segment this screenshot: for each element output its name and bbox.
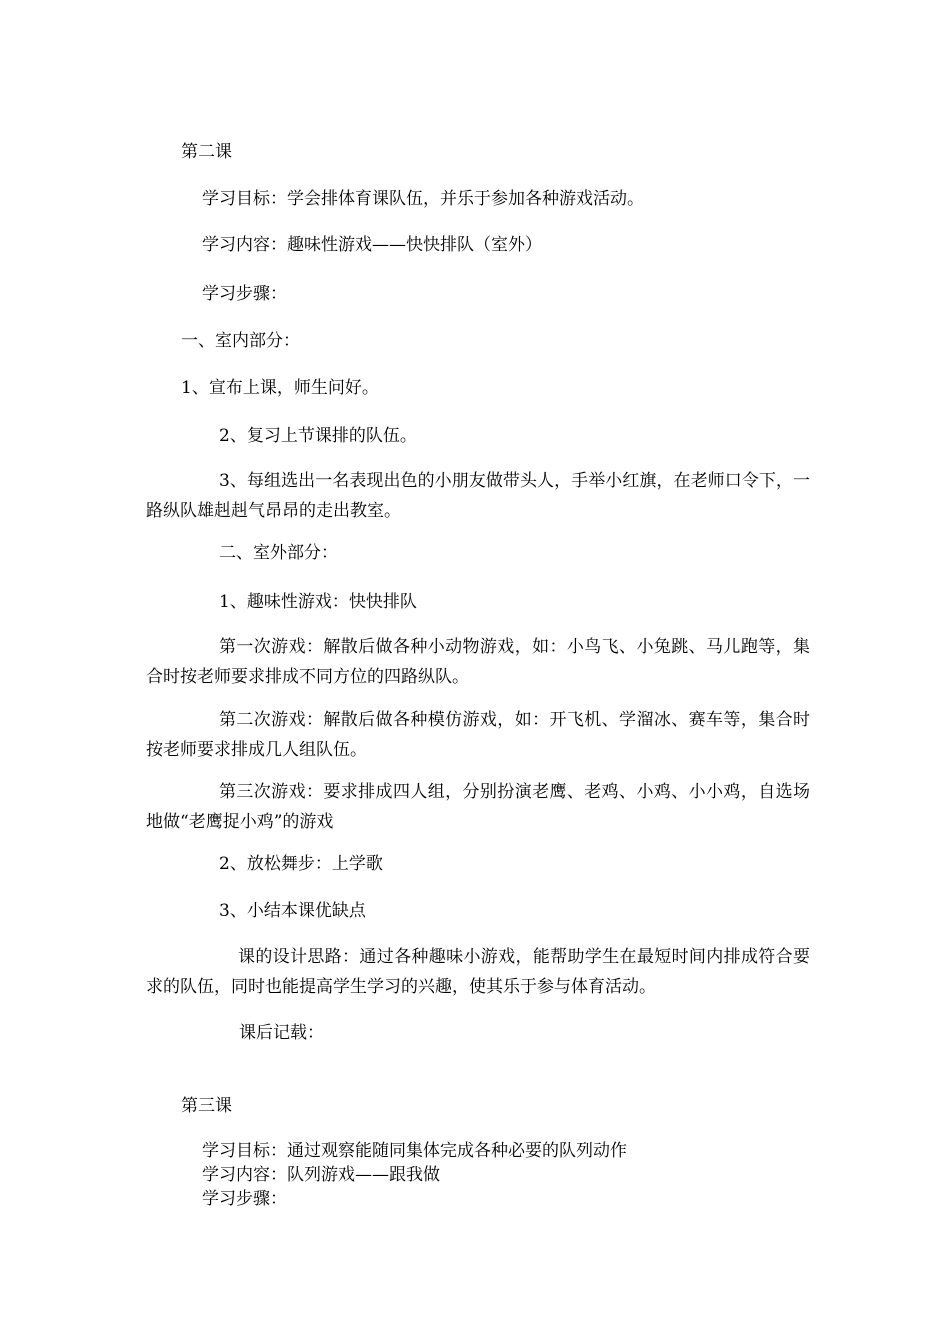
lesson2-goal: 学习目标：学会排体育课队伍，并乐于参加各种游戏活动。	[202, 189, 644, 209]
part1-heading: 一、室内部分：	[181, 331, 300, 351]
part1-item1: 1、宣布上课，师生问好。	[181, 378, 379, 398]
part2-item1: 1、趣味性游戏：快快排队	[219, 592, 417, 612]
part2-heading: 二、室外部分：	[219, 543, 338, 563]
lesson3-title: 第三课	[181, 1096, 232, 1116]
after-class-record: 课后记载：	[239, 1023, 324, 1043]
part1-item3: 3、每组选出一名表现出色的小朋友做带头人，手举小红旗，在老师口令下，一路纵队雄赳赳气昂昂的走出教室。	[146, 471, 810, 521]
lesson2-content: 学习内容：趣味性游戏——快快排队（室外）	[202, 235, 542, 255]
lesson2-title: 第二课	[181, 142, 232, 162]
lesson3-goal: 学习目标：通过观察能随同集体完成各种必要的队列动作	[202, 1141, 627, 1161]
game2-paragraph: 第二次游戏：解散后做各种模仿游戏，如：开飞机、学溜冰、赛车等，集合时按老师要求排成几人组队伍。	[146, 710, 810, 760]
lesson2-steps-label: 学习步骤：	[202, 284, 287, 304]
lesson3-steps-label: 学习步骤：	[202, 1189, 287, 1209]
part2-item3: 3、小结本课优缺点	[219, 901, 366, 921]
game1-paragraph: 第一次游戏：解散后做各种小动物游戏，如：小鸟飞、小兔跳、马儿跑等，集合时按老师要求排成不同方位的四路纵队。	[146, 637, 810, 687]
design-paragraph: 课的设计思路：通过各种趣味小游戏，能帮助学生在最短时间内排成符合要求的队伍，同时也能提高学生学习的兴趣，使其乐于参与体育活动。	[146, 947, 810, 997]
lesson3-content: 学习内容：队列游戏——跟我做	[202, 1165, 440, 1185]
part2-item2: 2、放松舞步：上学歌	[219, 854, 383, 874]
part1-item2: 2、复习上节课排的队伍。	[219, 426, 417, 446]
game3-paragraph: 第三次游戏：要求排成四人组，分别扮演老鹰、老鸡、小鸡、小小鸡，自选场地做“老鹰捉小鸡”的游戏	[146, 782, 810, 832]
